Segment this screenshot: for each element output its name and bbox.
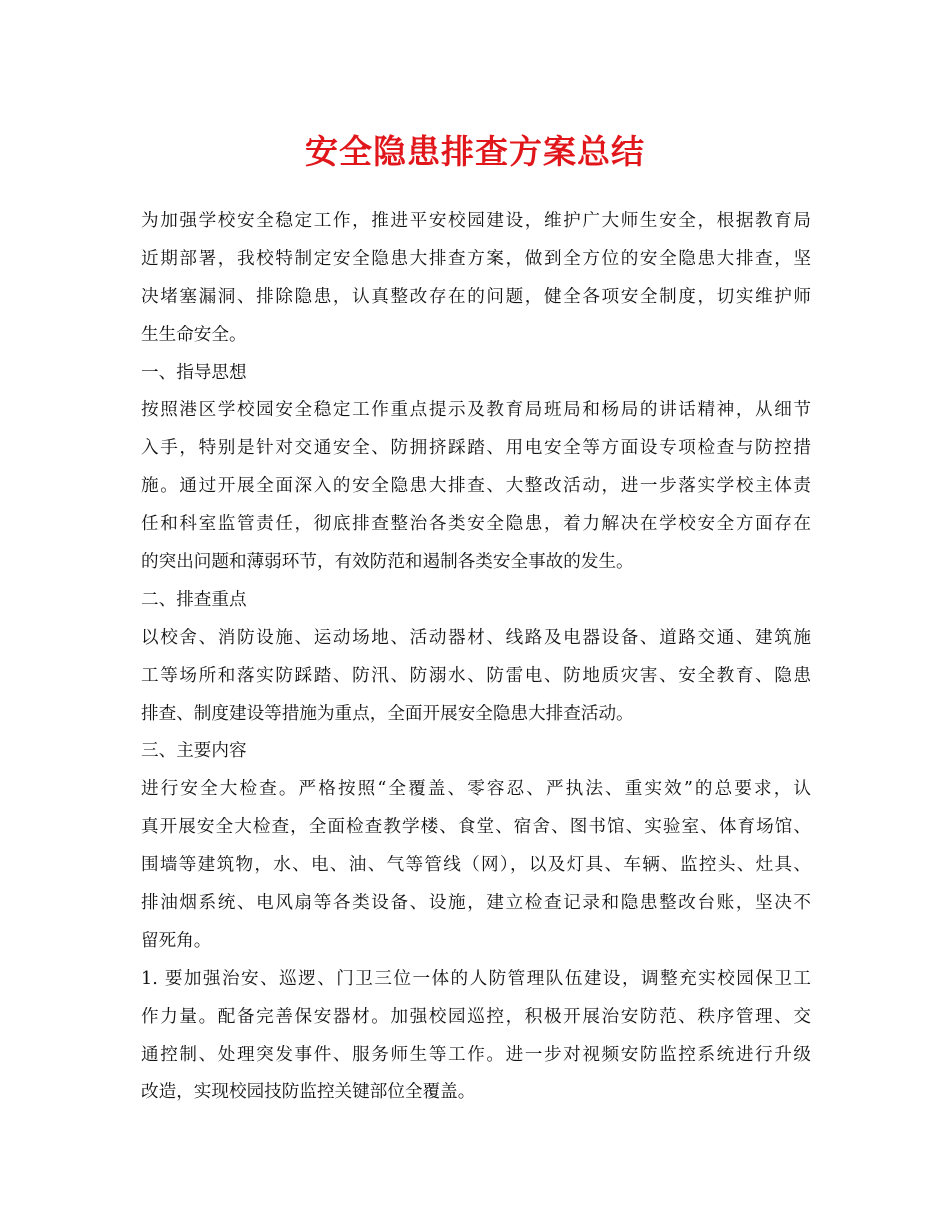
body-line: 任和科室监管责任，彻底排查整治各类安全隐患，着力解决在学校安全方面存在 [141, 514, 811, 535]
body-line: 改造，实现校园技防监控关键部位全覆盖。 [141, 1082, 476, 1103]
body-line: 排油烟系统、电风扇等各类设备、设施，建立检查记录和隐患整改台账，坚决不 [141, 893, 811, 914]
document-title: 安全隐患排查方案总结 [305, 132, 645, 171]
body-line: 作力量。配备完善保安器材。加强校园巡控，积极开展治安防范、秩序管理、交 [141, 1006, 811, 1027]
body-line: 留死角。 [141, 930, 212, 951]
body-line: 一、指导思想 [141, 362, 247, 383]
body-line: 1. 要加强治安、巡逻、门卫三位一体的人防管理队伍建设，调整充实校园保卫工 [141, 968, 811, 989]
body-line: 为加强学校安全稳定工作，推进平安校园建设，维护广大师生安全，根据教育局 [141, 211, 811, 231]
body-line: 进行安全大检查。严格按照“全覆盖、零容忍、严执法、重实效”的总要求，认 [141, 779, 811, 800]
body-line: 的突出问题和薄弱环节，有效防范和遏制各类安全事故的发生。 [141, 552, 634, 573]
body-line: 按照港区学校园安全稳定工作重点提示及教育局班局和杨局的讲话精神，从细节 [141, 400, 811, 421]
document-body [141, 203, 811, 1112]
body-line: 围墙等建筑物，水、电、油、气等管线（网），以及灯具、车辆、监控头、灶具、 [141, 855, 811, 876]
body-line: 近期部署，我校特制定安全隐患大排查方案，做到全方位的安全隐患大排查，坚 [141, 248, 811, 269]
body-line: 真开展安全大检查，全面检查教学楼、食堂、宿舍、图书馆、实验室、体育场馆、 [141, 817, 811, 838]
body-line: 工等场所和落实防踩踏、防汛、防溺水、防雷电、防地质灾害、安全教育、隐患 [141, 665, 811, 686]
body-line: 排查、制度建设等措施为重点，全面开展安全隐患大排查活动。 [141, 703, 634, 724]
body-line: 以校舍、消防设施、运动场地、活动器材、线路及电器设备、道路交通、建筑施 [141, 627, 811, 648]
body-line: 三、主要内容 [141, 741, 247, 762]
body-line: 决堵塞漏洞、排除隐患，认真整改存在的问题，健全各项安全制度，切实维护师 [141, 286, 811, 307]
body-line: 通控制、处理突发事件、服务师生等工作。进一步对视频安防监控系统进行升级 [141, 1044, 811, 1065]
body-line: 二、排查重点 [141, 589, 247, 610]
body-line: 入手，特别是针对交通安全、防拥挤踩踏、用电安全等方面设专项检查与防控措 [141, 438, 811, 459]
body-line: 施。通过开展全面深入的安全隐患大排查、大整改活动，进一步落实学校主体责 [141, 476, 811, 497]
body-line: 生生命安全。 [141, 324, 247, 345]
